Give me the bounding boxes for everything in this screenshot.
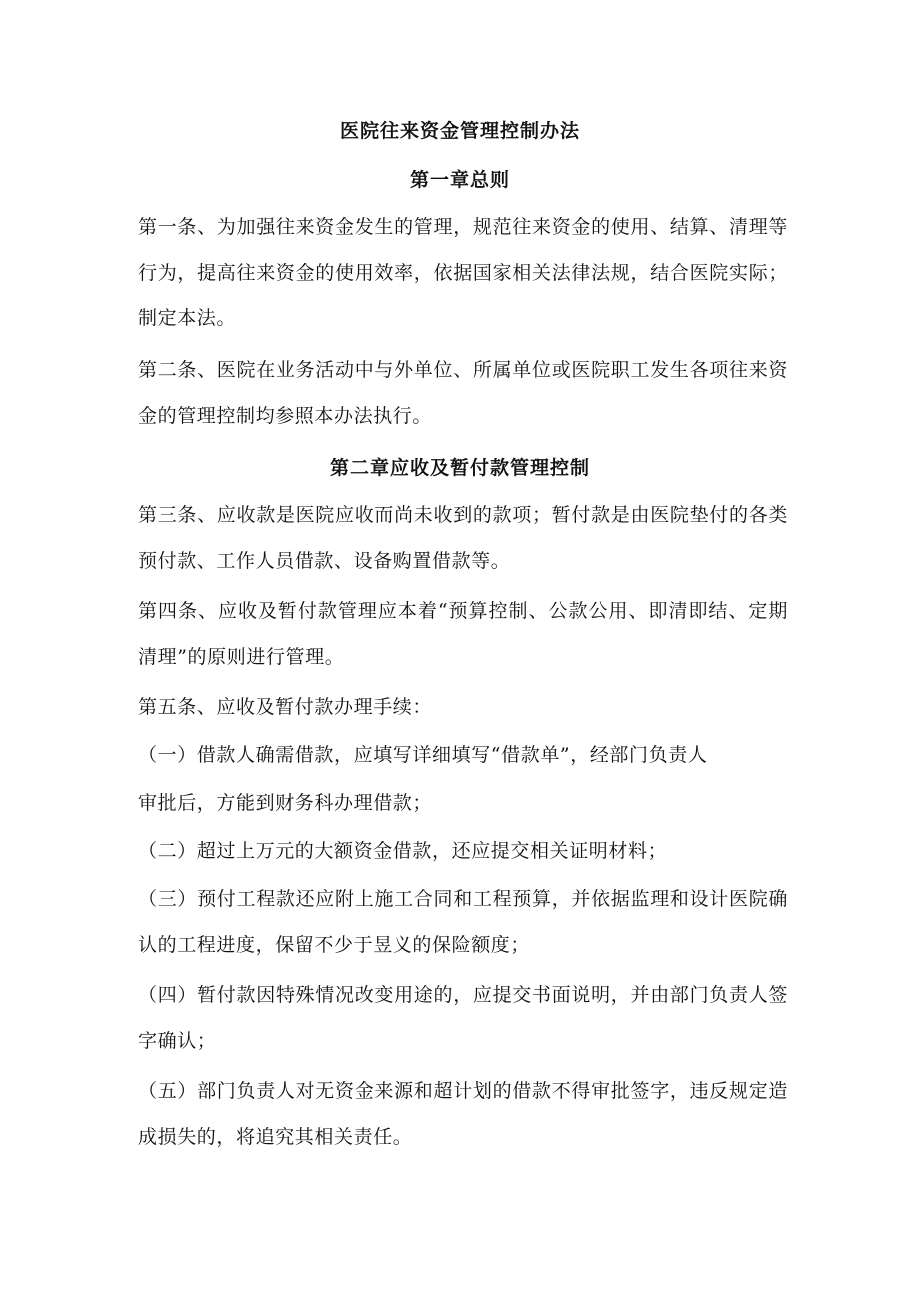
item-2: （二）超过上万元的大额资金借款，还应提交相关证明材料； (138, 840, 668, 862)
chapter-1-heading: 第一章总则 (409, 169, 510, 191)
item-1-line-1: （一）借款人确需借款，应填写详细填写“借款单”，经部门负责人 (138, 744, 708, 766)
article-4: 第四条、应收及暂付款管理应本着“预算控制、公款公用、即清即结、定期清理”的原则进行管理。 (138, 600, 788, 668)
chapter-2-heading: 第二章应收及暂付款管理控制 (329, 457, 590, 479)
item-5: （五）部门负责人对无资金来源和超计划的借款不得审批签字，违反规定造成损失的，将追究其相关责任。 (138, 1080, 788, 1148)
document-title: 医院往来资金管理控制办法 (339, 120, 580, 142)
item-4: （四）暂付款因特殊情况改变用途的，应提交书面说明，并由部门负责人签字确认； (138, 984, 788, 1052)
article-1: 第一条、为加强往来资金发生的管理，规范往来资金的使用、结算、清理等行为，提高往来资金的使用效率，依据国家相关法律法规，结合医院实际；制定本法。 (138, 216, 788, 329)
article-2: 第二条、医院在业务活动中与外单位、所属单位或医院职工发生各项往来资金的管理控制均参照本办法执行。 (138, 359, 788, 427)
article-3: 第三条、应收款是医院应收而尚未收到的款项；暂付款是由医院垫付的各类预付款、工作人员借款、设备购置借款等。 (138, 504, 788, 572)
item-1-line-2: 审批后，方能到财务科办理借款； (138, 792, 433, 814)
item-3: （三）预付工程款还应附上施工合同和工程预算，并依据监理和设计医院确认的工程进度，保留不少于昱义的保险额度； (138, 888, 788, 956)
article-5: 第五条、应收及暂付款办理手续： (138, 696, 433, 718)
